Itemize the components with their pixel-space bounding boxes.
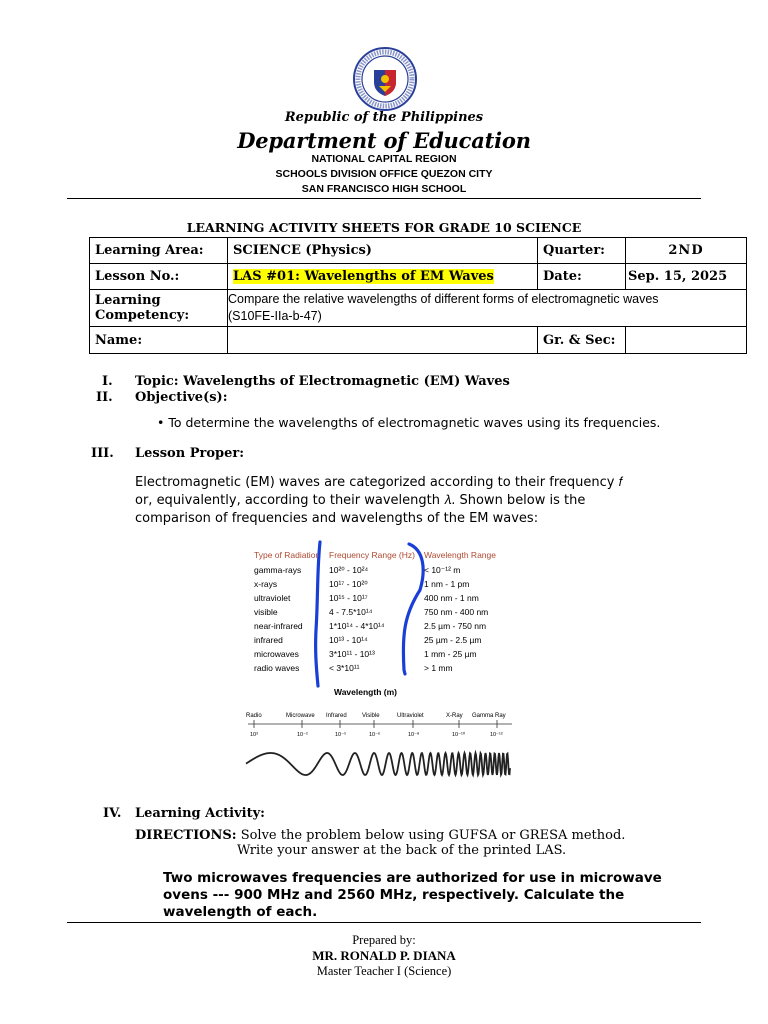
sheet-title: LEARNING ACTIVITY SHEETS FOR GRADE 10 SCIENCE <box>186 220 582 235</box>
lesson-number: III. <box>91 446 114 461</box>
competency-value <box>228 290 747 327</box>
grade-section-field[interactable] <box>626 327 747 354</box>
school-line: SAN FRANCISCO HIGH SCHOOL <box>301 183 467 195</box>
row-frequency: < 3*10¹¹ <box>329 663 360 673</box>
lesson-info-table <box>89 237 747 354</box>
row-frequency: 10²⁰ - 10²⁴ <box>329 565 369 575</box>
problem-line-3: wavelength of each. <box>163 904 318 920</box>
row-type: near-infrared <box>254 621 303 631</box>
problem-line-1: Two microwaves frequencies are authorized for use in microwave <box>163 870 662 886</box>
date-value: Sep. 15, 2025 <box>626 264 747 290</box>
row-frequency: 4 - 7.5*10¹⁴ <box>329 607 373 617</box>
division-line: SCHOOLS DIVISION OFFICE QUEZON CITY <box>275 168 493 180</box>
band-microwave: Microwave <box>286 713 315 719</box>
spectrum-title: Wavelength (m) <box>334 687 397 697</box>
row-frequency: 3*10¹¹ - 10¹³ <box>329 649 375 659</box>
em-spectrum-figure <box>234 540 534 790</box>
competency-label-line2: Competency: <box>95 308 190 323</box>
row-type: visible <box>254 607 278 617</box>
row-type: microwaves <box>254 649 299 659</box>
row-frequency: 10¹⁵ - 10¹⁷ <box>329 593 368 603</box>
header-frequency: Frequency Range (Hz) <box>329 550 415 560</box>
problem-line-2: ovens --- 900 MHz and 2560 MHz, respectively. Calculate the <box>163 887 625 903</box>
competency-value-line2: (S10FE-IIa-b-47) <box>228 309 322 323</box>
lesson-paragraph <box>135 474 705 528</box>
row-wavelength: > 1 mm <box>424 663 453 673</box>
row-wavelength: 400 nm - 1 nm <box>424 593 479 603</box>
lesson-line-1: Electromagnetic (EM) waves are categorized according to their frequency 𝑓 <box>135 475 623 490</box>
learning-area-value: SCIENCE (Physics) <box>228 238 538 264</box>
competency-label-line1: Learning <box>95 293 161 308</box>
tick-label: 10⁻¹² <box>490 732 503 738</box>
tick-label: 10³ <box>250 732 258 738</box>
footer-divider <box>67 922 701 923</box>
directions-line-1: Solve the problem below using GUFSA or GRESA method. <box>236 828 626 843</box>
activity-number: IV. <box>103 806 122 821</box>
lesson-no-cell <box>228 264 538 290</box>
row-frequency: 1*10¹⁴ - 4*10¹⁴ <box>329 621 385 631</box>
region-line: NATIONAL CAPITAL REGION <box>311 153 457 165</box>
deped-seal-logo <box>352 46 418 112</box>
row-type: ultraviolet <box>254 593 291 603</box>
row-frequency: 10¹³ - 10¹⁴ <box>329 635 368 645</box>
marker-stroke-right <box>403 544 423 674</box>
row-type: x-rays <box>254 579 278 589</box>
competency-value-line1: Compare the relative wavelengths of different forms of electromagnetic waves <box>228 292 659 306</box>
prepared-by-label: Prepared by: <box>352 933 416 947</box>
name-field[interactable] <box>228 327 538 354</box>
row-wavelength: 1 nm - 1 pm <box>424 579 470 589</box>
lesson-line-2: or, equivalently, according to their wavelength 𝜆. Shown below is the <box>135 493 586 508</box>
band-infrared: Infrared <box>326 713 347 719</box>
band-xray: X-Ray <box>446 713 463 719</box>
department-heading: Department of Education <box>237 128 531 153</box>
directions-label: DIRECTIONS: <box>135 828 237 843</box>
objective-number: II. <box>96 390 113 405</box>
wave-graphic <box>246 753 510 775</box>
row-wavelength: 1 mm - 25 µm <box>424 649 477 659</box>
quarter-label: Quarter: <box>538 238 626 264</box>
lesson-no-label: Lesson No.: <box>90 264 228 290</box>
learning-area-label: Learning Area: <box>90 238 228 264</box>
lesson-no-value: LAS #01: Wavelengths of EM Waves <box>233 269 494 284</box>
name-label: Name: <box>90 327 228 354</box>
preparer-name: MR. RONALD P. DIANA <box>312 948 456 963</box>
band-visible: Visible <box>362 713 380 719</box>
tick-label: 10⁻⁵ <box>335 732 347 738</box>
row-wavelength: 25 µm - 2.5 µm <box>424 635 482 645</box>
band-gamma: Gamma Ray <box>472 713 506 719</box>
row-type: infrared <box>254 635 283 645</box>
objective-item: • To determine the wavelengths of electromagnetic waves using its frequencies. <box>157 415 661 430</box>
row-wavelength: < 10⁻¹² m <box>424 565 461 575</box>
objective-heading: Objective(s): <box>135 390 228 405</box>
lesson-heading: Lesson Proper: <box>135 446 245 461</box>
marker-stroke-left <box>316 542 320 686</box>
date-label: Date: <box>538 264 626 290</box>
spectrum-graphic <box>234 540 534 790</box>
republic-heading: Republic of the Philippines <box>284 110 484 125</box>
header-divider <box>67 198 701 199</box>
preparer-position: Master Teacher I (Science) <box>316 964 452 978</box>
row-frequency: 10¹⁷ - 10²⁰ <box>329 579 368 589</box>
topic-number: I. <box>102 374 113 389</box>
tick-label: 10⁻² <box>297 732 308 738</box>
header-wavelength: Wavelength Range <box>424 550 496 560</box>
directions-line-2: Write your answer at the back of the printed LAS. <box>237 843 567 858</box>
band-ultraviolet: Ultraviolet <box>397 713 424 719</box>
tick-label: 10⁻⁸ <box>408 732 420 738</box>
row-wavelength: 2.5 µm - 750 nm <box>424 621 487 631</box>
row-wavelength: 750 nm - 400 nm <box>424 607 489 617</box>
tick-label: 10⁻⁶ <box>369 732 381 738</box>
topic-heading: Topic: Wavelengths of Electromagnetic (EM) Waves <box>135 374 510 389</box>
lesson-line-3: comparison of frequencies and wavelengths of the EM waves: <box>135 511 539 526</box>
header-type: Type of Radiation <box>254 550 321 560</box>
problem-statement <box>163 870 708 921</box>
tick-label: 10⁻¹⁰ <box>452 732 466 738</box>
quarter-value: 2ND <box>626 238 747 264</box>
row-type: gamma-rays <box>254 565 302 575</box>
row-type: radio waves <box>254 663 300 673</box>
directions-block <box>135 828 625 858</box>
competency-label <box>90 290 228 327</box>
grade-section-label: Gr. & Sec: <box>538 327 626 354</box>
band-radio: Radio <box>246 713 262 719</box>
activity-heading: Learning Activity: <box>135 806 265 821</box>
